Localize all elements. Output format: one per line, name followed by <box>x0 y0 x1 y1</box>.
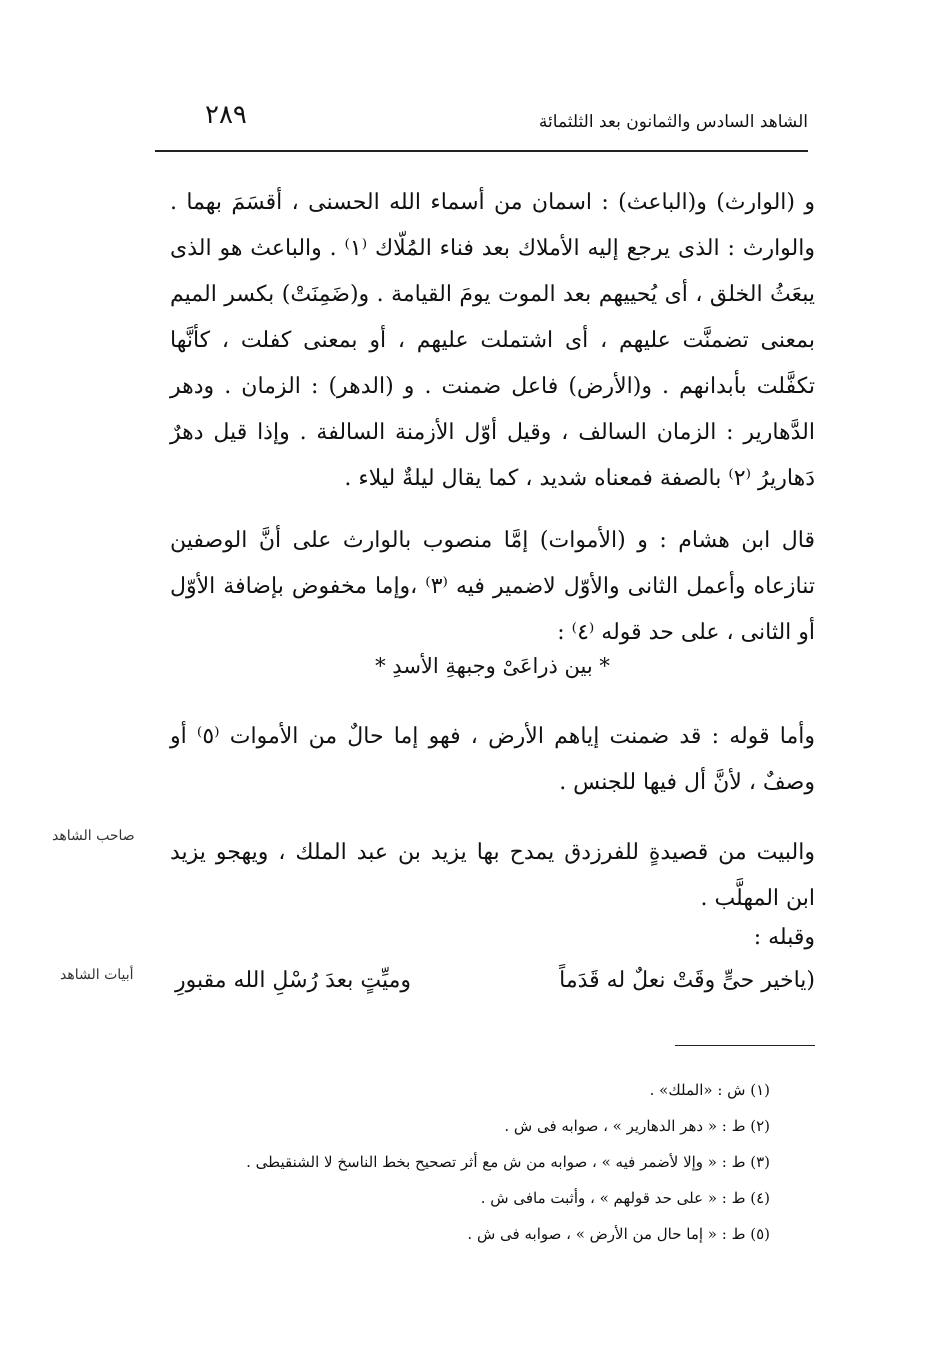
poem-second-hemistich: وميِّتٍ بعدَ رُسْلِ الله مقبورِ <box>175 968 412 993</box>
footnote-rule <box>675 1045 815 1046</box>
paragraph-ibn-hisham: قال ابن هشام : و (الأموات) إمَّا منصوب بالوارث على أنَّ الوصفين تنازعاه وأعمل الثانى والأوّل لاضمير فيه ⁽٣⁾ ،وإما مخفوض بإضافة الأوّل أو الثانى ، على حد قوله ⁽٤⁾ : <box>170 528 815 645</box>
page-number: ٢٨٩ <box>205 100 247 130</box>
margin-note-author: صاحب الشاهد <box>52 828 135 844</box>
paragraph-source: والبيت من قصيدةٍ للفرزدق يمدح بها يزيد بن عبد الملك ، ويهجو يزيد ابن المهلَّب . <box>170 840 815 911</box>
header-rule <box>155 150 808 152</box>
footnote-item: (٢) ط : « دهر الدهارير » ، صوابه فى ش . <box>504 1117 770 1135</box>
footnote-item: (٣) ط : « وإلا لأضمر فيه » ، صوابه من ش مع أثر تصحيح بخط الناسخ لا الشنقيطى . <box>246 1153 770 1171</box>
paragraph-definitions: و (الوارث) و(الباعث) : اسمان من أسماء الله الحسنى ، أقسَمَ بهما . والوارث : الذى يرجع إليه الأملاك بعد فناء المُلّاك ⁽١⁾ . والباعث هو الذى يبعَثُ الخلق ، أى يُحييهم بعد الموت يومَ القيامة . و(ضَمِنَتْ) بكسر الميم بمعنى تضمنَّت عليهم ، أى اشتملت عليهم ، أو بمعنى كفلت ، كأنَّها تكفَّلت بأبدانهم . و(الأرض) فاعل ضمنت . و (الدهر) : الزمان . ودهر الدَّهارير : الزمان السالف ، وقيل أوّل الأزمنة السالفة . وإذا قيل دهرٌ دَهاريرُ ⁽٢⁾ بالصفة فمعناه شديد ، كما يقال ليلةٌ ليلاء . <box>170 190 815 491</box>
footnotes <box>160 1072 770 1252</box>
margin-note-verses: أبيات الشاهد <box>60 967 134 983</box>
footnote-item: (١) ش : «الملك» . <box>649 1081 770 1099</box>
footnote-item: (٤) ط : « على حد قولهم » ، وأثبت مافى ش . <box>480 1189 770 1207</box>
cited-verse: * بين ذراعَىْ وجبهةِ الأسدِ * <box>375 654 610 678</box>
footnote-item: (٥) ط : « إما حال من الأرض » ، صوابه فى ش . <box>467 1225 770 1243</box>
paragraph-grammar: وأما قوله : قد ضمنت إياهم الأرض ، فهو إما حالٌ من الأموات ⁽٥⁾ أو وصفٌ ، لأنَّ أل فيها للجنس . <box>170 724 815 795</box>
paragraph-preceding: وقبله : <box>753 925 815 950</box>
running-header-title: الشاهد السادس والثمانون بعد الثلثمائة <box>538 112 808 132</box>
poem-first-hemistich: (ياخير حىٍّ وقَتْ نعلٌ له قَدَماً <box>559 968 815 993</box>
poem-line <box>175 958 815 1004</box>
